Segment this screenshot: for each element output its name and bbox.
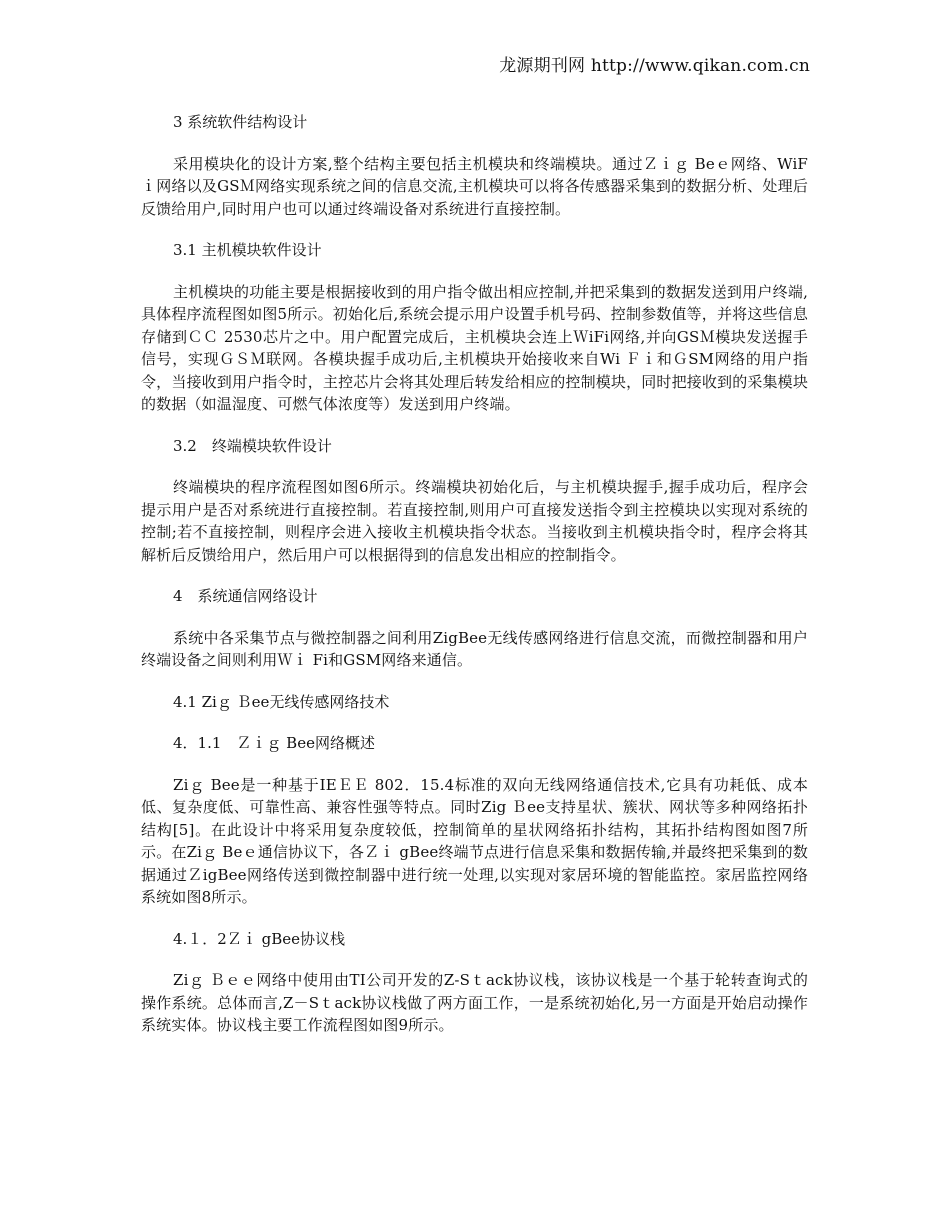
paragraph-section-4-1-2: Ziｇ Ｂｅｅ网络中使用由TI公司开发的Z-Sｔack协议栈，该协议栈是一个基于轮转查询式的操作系统。总体而言,Z－Sｔack协议栈做了两方面工作，一是系统初始化,另一方面是开始启动操作系统实体。协议栈主要工作流程图如图9所示。 — [141, 971, 808, 1034]
heading-section-4-1: 4.1 Ziｇ Ｂee无线传感网络技术 — [173, 692, 390, 711]
heading-section-4-1-2: 4.１．2Ｚｉ gBee协议栈 — [173, 929, 346, 948]
heading-section-3-1: 3.1 主机模块软件设计 — [173, 241, 322, 259]
heading-section-3: 3 系统软件结构设计 — [173, 113, 308, 131]
paragraph-section-3-2: 终端模块的程序流程图如图6所示。终端模块初始化后，与主机模块握手,握手成功后，程序会提示用户是否对系统进行直接控制。若直接控制,则用户可直接发送指令到主控模块以实现对系统的控制;若不直接控制，则程序会进入接收主机模块指令状态。当接收到主机模块指令时，程序会将其解析后反馈给用户，然后用户可以根据得到的信息发出相应的控制指令。 — [141, 478, 808, 564]
paragraph-section-4: 系统中各采集节点与微控制器之间利用ZigBee无线传感网络进行信息交流，而微控制器和用户终端设备之间则利用Ｗｉ Fi和GSM网络来通信。 — [141, 628, 808, 669]
heading-section-4: 4 系统通信网络设计 — [173, 587, 318, 605]
heading-section-4-1-1: 4．1.1 Ｚｉｇ Bee网络概述 — [173, 734, 375, 752]
paragraph-section-3: 采用模块化的设计方案,整个结构主要包括主机模块和终端模块。通过Ｚｉｇ Beｅ网络、WiFｉ网络以及GSＭ网络实现系统之间的信息交流,主机模块可以将各传感器采集到的数据分析、处理后反馈给用户,同时用户也可以通过终端设备对系统进行直接控制。 — [141, 154, 808, 218]
article-body — [141, 111, 808, 1056]
heading-section-3-2: 3.2 终端模块软件设计 — [173, 436, 332, 455]
paragraph-section-3-1: 主机模块的功能主要是根据接收到的用户指令做出相应控制,并把采集到的数据发送到用户终端,具体程序流程图如图5所示。初始化后,系统会提示用户设置手机号码、控制参数值等，并将这些信息存储到ＣＣ 2530芯片之中。用户配置完成后，主机模块会连上ＷiFi网络,并向GSＭ模块发送握手信号，实现ＧＳＭ联网。各模块握手成功后,主机模块开始接收来自Wi Ｆｉ和ＧSM网络的用户指令，当接收到用户指令时，主控芯片会将其处理后转发给相应的控制模块，同时把接收到的采集模块的数据（如温湿度、可燃气体浓度等）发送到用户终端。 — [141, 282, 808, 413]
source-header: 龙源期刊网 http://www.qikan.com.cn — [499, 56, 810, 76]
paragraph-section-4-1-1: Ziｇ Bee是一种基于IEＥＥ 802．15.4标准的双向无线网络通信技术,它具有功耗低、成本低、复杂度低、可靠性高、兼容性强等特点。同时Zig Ｂee支持星状、簇状、网状等多种网络拓扑结构[5]。在此设计中将采用复杂度较低，控制简单的星状网络拓扑结构，其拓扑结构图如图7所示。在Ziｇ Beｅ通信协议下，各Ｚｉ gBee终端节点进行信息采集和数据传输,并最终把采集到的数据通过ＺigBee网络传送到微控制器中进行统一处理,以实现对家居环境的智能监控。家居监控网络系统如图8所示。 — [141, 775, 808, 906]
